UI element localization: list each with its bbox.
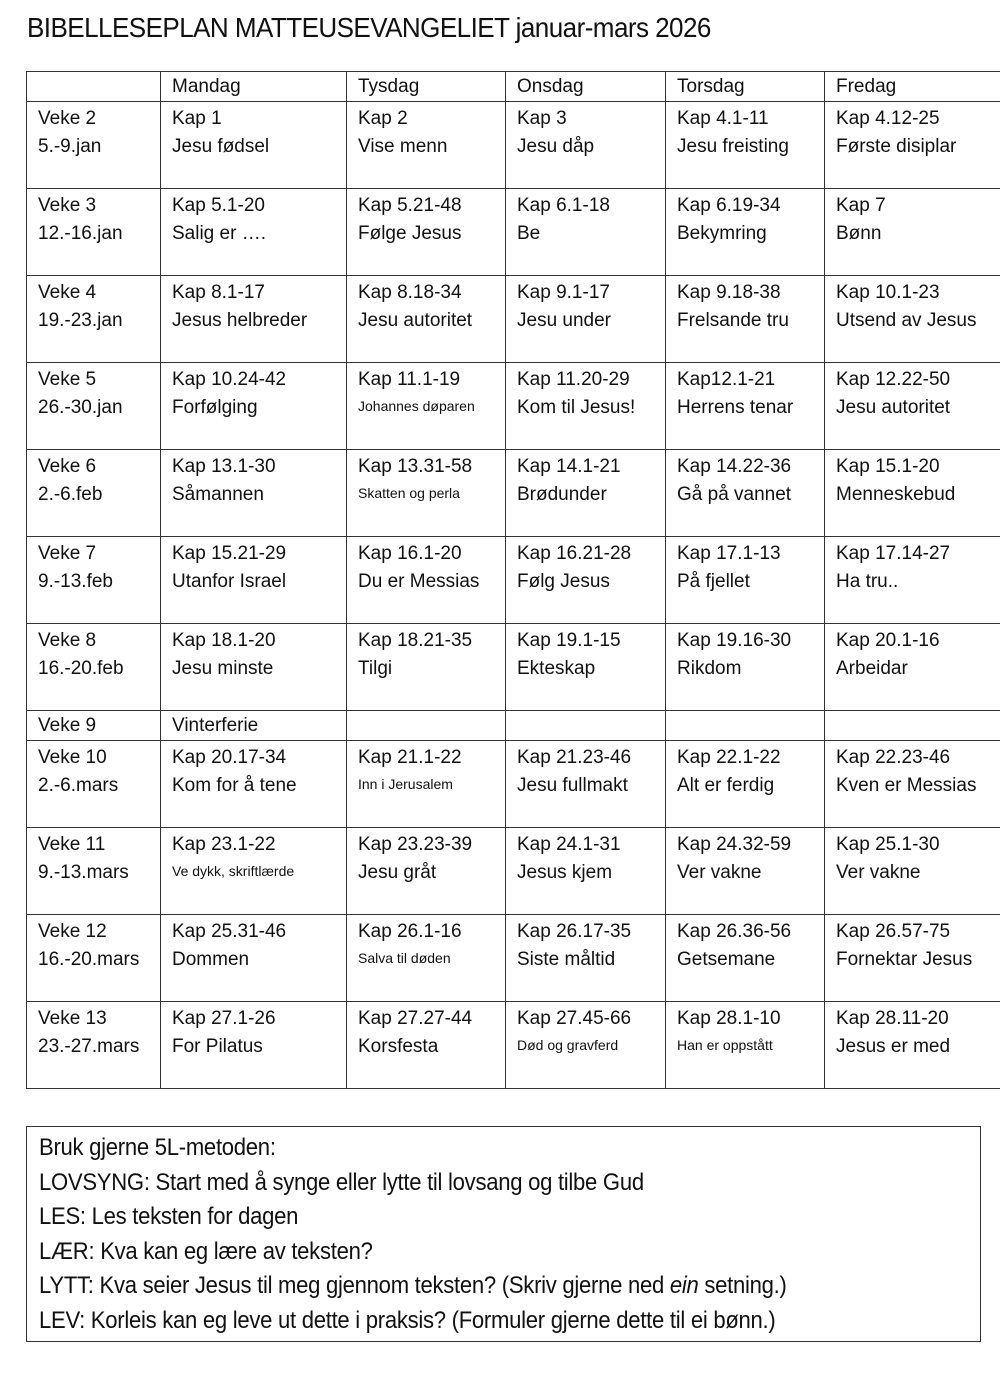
chapter-reference: Kap 8.1-17: [172, 282, 265, 303]
reading-topic: På fjellet: [677, 571, 750, 592]
reading-cell: [161, 102, 347, 189]
reading-topic: Rikdom: [677, 658, 742, 679]
empty-cell: [347, 711, 506, 741]
reading-cell: [506, 741, 666, 828]
week-number: Veke 4: [38, 282, 97, 303]
reading-topic: Siste måltid: [517, 949, 616, 970]
week-dates: 5.-9.jan: [38, 136, 102, 157]
reading-topic: Utsend av Jesus: [836, 310, 977, 331]
reading-topic: Ekteskap: [517, 658, 596, 679]
reading-cell: [161, 450, 347, 537]
chapter-reference: Kap 21.1-22: [358, 747, 462, 768]
week-number: Veke 12: [38, 921, 107, 942]
table-row: [27, 1002, 1000, 1089]
reading-topic: Ver vakne: [836, 862, 921, 883]
reading-topic: Fornektar Jesus: [836, 949, 973, 970]
chapter-reference: Kap 17.1-13: [677, 543, 781, 564]
method-step-les: LES: Les teksten for dagen: [39, 1203, 299, 1230]
chapter-reference: Kap 4.12-25: [836, 108, 940, 129]
reading-cell: [506, 102, 666, 189]
reading-cell: [666, 828, 825, 915]
reading-cell: [506, 276, 666, 363]
week-cell: [27, 189, 161, 276]
week-number: Veke 9: [38, 715, 97, 736]
reading-cell: [506, 624, 666, 711]
week-cell: [27, 537, 161, 624]
chapter-reference: Kap 18.1-20: [172, 630, 276, 651]
lytt-text-emphasis: ein: [669, 1272, 699, 1299]
chapter-reference: Kap 19.16-30: [677, 630, 792, 651]
reading-topic: Salva til døden: [358, 950, 451, 966]
reading-cell: [347, 537, 506, 624]
reading-topic: Brødunder: [517, 484, 607, 505]
reading-topic: Ve dykk, skriftlærde: [172, 863, 295, 879]
week-dates: 19.-23.jan: [38, 310, 123, 331]
table-row: [27, 276, 1000, 363]
reading-cell: [347, 1002, 506, 1089]
table-row: [27, 828, 1000, 915]
chapter-reference: Kap 19.1-15: [517, 630, 621, 651]
header-wednesday: Onsdag: [506, 72, 666, 102]
table-row: [27, 363, 1000, 450]
reading-topic: Gå på vannet: [677, 484, 792, 505]
method-box: [26, 1126, 981, 1342]
reading-cell: [161, 276, 347, 363]
reading-topic: Død og gravferd: [517, 1037, 619, 1053]
reading-cell: [666, 624, 825, 711]
reading-cell: [666, 450, 825, 537]
lytt-text-pre: LYTT: Kva seier Jesus til meg gjennom teksten? (Skriv gjerne ned: [39, 1272, 670, 1299]
reading-topic: Alt er ferdig: [677, 775, 775, 796]
chapter-reference: Kap 22.1-22: [677, 747, 781, 768]
reading-topic: Salig er ….: [172, 223, 266, 244]
chapter-reference: Kap 11.1-19: [358, 369, 461, 390]
reading-topic: Korsfesta: [358, 1036, 439, 1057]
reading-cell: [161, 189, 347, 276]
chapter-reference: Kap 9.1-17: [517, 282, 610, 303]
chapter-reference: Kap 27.27-44: [358, 1008, 473, 1029]
week-number: Veke 11: [38, 834, 106, 855]
reading-topic: Getsemane: [677, 949, 776, 970]
week-dates: 16.-20.mars: [38, 949, 140, 970]
week-dates: 16.-20.feb: [38, 658, 124, 679]
chapter-reference: Kap 7: [836, 195, 886, 216]
week-number: Veke 5: [38, 369, 97, 390]
header-tuesday: Tysdag: [347, 72, 506, 102]
reading-cell: [666, 189, 825, 276]
chapter-reference: Kap 18.21-35: [358, 630, 473, 651]
empty-cell: [666, 711, 825, 741]
week-number: Veke 2: [38, 108, 97, 129]
reading-topic: Dommen: [172, 949, 250, 970]
chapter-reference: Kap 27.45-66: [517, 1008, 632, 1029]
reading-cell: [506, 537, 666, 624]
chapter-reference: Kap 10.24-42: [172, 369, 287, 390]
week-cell: [27, 828, 161, 915]
reading-topic: Johannes døparen: [358, 398, 475, 414]
chapter-reference: Kap 27.1-26: [172, 1008, 276, 1029]
method-step-lev: LEV: Korleis kan eg leve ut dette i praksis? (Formuler gjerne dette til ei bønn.): [39, 1306, 776, 1334]
page-title: BIBELLESEPLAN MATTEUSEVANGELIET januar-mars 2026: [27, 12, 711, 43]
reading-cell: [825, 624, 1000, 711]
week-cell: [27, 915, 161, 1002]
week-dates: 2.-6.feb: [38, 484, 103, 505]
reading-topic: Jesus helbreder: [172, 310, 308, 331]
reading-cell: [666, 915, 825, 1002]
table-row: [27, 189, 1000, 276]
chapter-reference: Kap 20.17-34: [172, 747, 287, 768]
reading-cell: [825, 363, 1000, 450]
reading-cell: [666, 276, 825, 363]
week-number: Veke 13: [38, 1008, 107, 1029]
reading-cell: [347, 450, 506, 537]
chapter-reference: Kap 23.23-39: [358, 834, 473, 855]
reading-cell: [347, 102, 506, 189]
header-row: [27, 72, 1000, 102]
reading-topic: Følg Jesus: [517, 571, 610, 592]
chapter-reference: Kap 17.14-27: [836, 543, 951, 564]
chapter-reference: Kap 24.1-31: [517, 834, 621, 855]
chapter-reference: Kap 6.19-34: [677, 195, 781, 216]
chapter-reference: Kap 26.57-75: [836, 921, 951, 942]
reading-topic: Du er Messias: [358, 571, 480, 592]
week-cell: [27, 276, 161, 363]
reading-plan-table: [26, 71, 1000, 1089]
reading-topic: Kven er Messias: [836, 775, 977, 796]
reading-cell: [161, 1002, 347, 1089]
table-body: [27, 102, 1000, 1089]
reading-topic: Ver vakne: [677, 862, 762, 883]
reading-topic: Vise menn: [358, 136, 448, 157]
header-week: [27, 72, 161, 102]
week-dates: 23.-27.mars: [38, 1036, 140, 1057]
reading-cell: [347, 915, 506, 1002]
chapter-reference: Kap 11.20-29: [517, 369, 630, 390]
table-row: [27, 915, 1000, 1002]
week-cell: [27, 102, 161, 189]
chapter-reference: Kap 9.18-38: [677, 282, 781, 303]
reading-topic: Jesu fullmakt: [517, 775, 628, 796]
reading-topic: Jesu under: [517, 310, 612, 331]
chapter-reference: Kap 14.22-36: [677, 456, 792, 477]
chapter-reference: Kap 15.1-20: [836, 456, 940, 477]
reading-cell: [506, 1002, 666, 1089]
reading-topic: Jesu minste: [172, 658, 274, 679]
reading-cell: [825, 1002, 1000, 1089]
reading-topic: Såmannen: [172, 484, 264, 505]
method-step-laer: LÆR: Kva kan eg lære av teksten?: [39, 1237, 373, 1265]
reading-cell: [161, 915, 347, 1002]
chapter-reference: Kap 25.31-46: [172, 921, 287, 942]
chapter-reference: Kap 16.1-20: [358, 543, 462, 564]
week-cell: [27, 450, 161, 537]
week-number: Veke 6: [38, 456, 97, 477]
reading-topic: Arbeidar: [836, 658, 908, 679]
chapter-reference: Kap 2: [358, 108, 408, 129]
reading-cell: [347, 741, 506, 828]
week-dates: 26.-30.jan: [38, 397, 123, 418]
week-cell: [27, 624, 161, 711]
reading-topic: Menneskebud: [836, 484, 956, 505]
reading-topic: Skatten og perla: [358, 485, 460, 501]
reading-cell: [666, 741, 825, 828]
chapter-reference: Kap 3: [517, 108, 567, 129]
week-dates: 2.-6.mars: [38, 775, 119, 796]
reading-cell: [506, 828, 666, 915]
chapter-reference: Kap 24.32-59: [677, 834, 792, 855]
reading-topic: Jesu autoritet: [358, 310, 473, 331]
week-cell: [27, 711, 161, 741]
chapter-reference: Kap 12.22-50: [836, 369, 951, 390]
week-dates: 9.-13.mars: [38, 862, 129, 883]
chapter-reference: Kap 26.36-56: [677, 921, 792, 942]
reading-cell: [825, 276, 1000, 363]
chapter-reference: Kap 1: [172, 108, 222, 129]
reading-topic: Jesus kjem: [517, 862, 613, 883]
chapter-reference: Kap 5.1-20: [172, 195, 265, 216]
chapter-reference: Kap 25.1-30: [836, 834, 940, 855]
reading-cell: [825, 537, 1000, 624]
reading-topic: Kom for å tene: [172, 775, 297, 796]
week-cell: [27, 741, 161, 828]
reading-topic: Tilgi: [358, 658, 393, 679]
week-number: Veke 3: [38, 195, 97, 216]
header-friday: Fredag: [825, 72, 1000, 102]
reading-topic: Frelsande tru: [677, 310, 789, 331]
header-monday: Mandag: [161, 72, 347, 102]
empty-cell: [506, 711, 666, 741]
reading-topic: Bønn: [836, 223, 882, 244]
reading-topic: Jesu autoritet: [836, 397, 951, 418]
table-row: [27, 537, 1000, 624]
method-intro: Bruk gjerne 5L-metoden:: [39, 1134, 276, 1161]
reading-cell: [825, 828, 1000, 915]
chapter-reference: Kap 28.11-20: [836, 1008, 949, 1029]
reading-topic: For Pilatus: [172, 1036, 263, 1057]
table-row: [27, 711, 1000, 741]
week-dates: 12.-16.jan: [38, 223, 123, 244]
table-row: [27, 102, 1000, 189]
chapter-reference: Kap 16.21-28: [517, 543, 632, 564]
chapter-reference: Kap 13.1-30: [172, 456, 276, 477]
reading-topic: Jesus er med: [836, 1036, 951, 1057]
reading-cell: [161, 624, 347, 711]
reading-cell: [825, 189, 1000, 276]
reading-cell: [666, 102, 825, 189]
reading-topic: Ha tru..: [836, 571, 899, 592]
reading-cell: [506, 450, 666, 537]
reading-topic: Be: [517, 223, 541, 244]
week-number: Veke 7: [38, 543, 97, 564]
reading-topic: Følge Jesus: [358, 223, 462, 244]
reading-cell: [161, 741, 347, 828]
week-cell: [27, 363, 161, 450]
reading-cell: [347, 276, 506, 363]
chapter-reference: Kap 8.18-34: [358, 282, 462, 303]
chapter-reference: Kap 26.17-35: [517, 921, 632, 942]
reading-cell: [347, 828, 506, 915]
reading-cell: [161, 828, 347, 915]
reading-cell: [347, 624, 506, 711]
chapter-reference: Kap 10.1-23: [836, 282, 940, 303]
reading-topic: Forfølging: [172, 397, 258, 418]
week-number: Veke 10: [38, 747, 107, 768]
method-step-lovsyng: LOVSYNG: Start med å synge eller lytte til lovsang og tilbe Gud: [39, 1168, 644, 1196]
chapter-reference: Kap 13.31-58: [358, 456, 473, 477]
reading-cell: [825, 102, 1000, 189]
lytt-text-post: setning.): [698, 1272, 787, 1299]
reading-cell: [666, 363, 825, 450]
reading-cell: [666, 1002, 825, 1089]
table-row: [27, 450, 1000, 537]
reading-topic: Jesu fødsel: [172, 136, 270, 157]
reading-cell: [666, 537, 825, 624]
chapter-reference: Kap 4.1-11: [677, 108, 769, 129]
chapter-reference: Kap12.1-21: [677, 369, 776, 390]
reading-topic: Inn i Jerusalem: [358, 776, 453, 792]
chapter-reference: Kap 26.1-16: [358, 921, 462, 942]
chapter-reference: Kap 5.21-48: [358, 195, 462, 216]
reading-cell: [347, 189, 506, 276]
week-dates: 9.-13.feb: [38, 571, 113, 592]
reading-topic: Jesu gråt: [358, 862, 437, 883]
reading-topic: Jesu freisting: [677, 136, 789, 157]
reading-topic: Kom til Jesus!: [517, 397, 636, 418]
header-thursday: Torsdag: [666, 72, 825, 102]
reading-topic: Første disiplar: [836, 136, 957, 157]
method-step-lytt: [39, 1269, 905, 1304]
chapter-reference: Kap 22.23-46: [836, 747, 951, 768]
chapter-reference: Kap 23.1-22: [172, 834, 276, 855]
reading-cell: [825, 450, 1000, 537]
reading-cell: [347, 363, 506, 450]
chapter-reference: Kap 28.1-10: [677, 1008, 781, 1029]
table-row: [27, 624, 1000, 711]
reading-cell: [161, 363, 347, 450]
reading-topic: Jesu dåp: [517, 136, 595, 157]
reading-cell: [506, 363, 666, 450]
chapter-reference: Kap 14.1-21: [517, 456, 621, 477]
table-row: [27, 741, 1000, 828]
week-cell: [27, 1002, 161, 1089]
reading-cell: [161, 537, 347, 624]
reading-topic: Han er oppstått: [677, 1037, 773, 1053]
reading-topic: Herrens tenar: [677, 397, 794, 418]
week-number: Veke 8: [38, 630, 97, 651]
reading-cell: [825, 915, 1000, 1002]
chapter-reference: Kap 6.1-18: [517, 195, 610, 216]
reading-topic: Bekymring: [677, 223, 767, 244]
holiday-note: Vinterferie: [161, 711, 347, 741]
chapter-reference: Kap 20.1-16: [836, 630, 940, 651]
reading-topic: Utanfor Israel: [172, 571, 287, 592]
empty-cell: [825, 711, 1000, 741]
chapter-reference: Kap 15.21-29: [172, 543, 287, 564]
reading-cell: [506, 915, 666, 1002]
reading-cell: [506, 189, 666, 276]
reading-cell: [825, 741, 1000, 828]
chapter-reference: Kap 21.23-46: [517, 747, 632, 768]
